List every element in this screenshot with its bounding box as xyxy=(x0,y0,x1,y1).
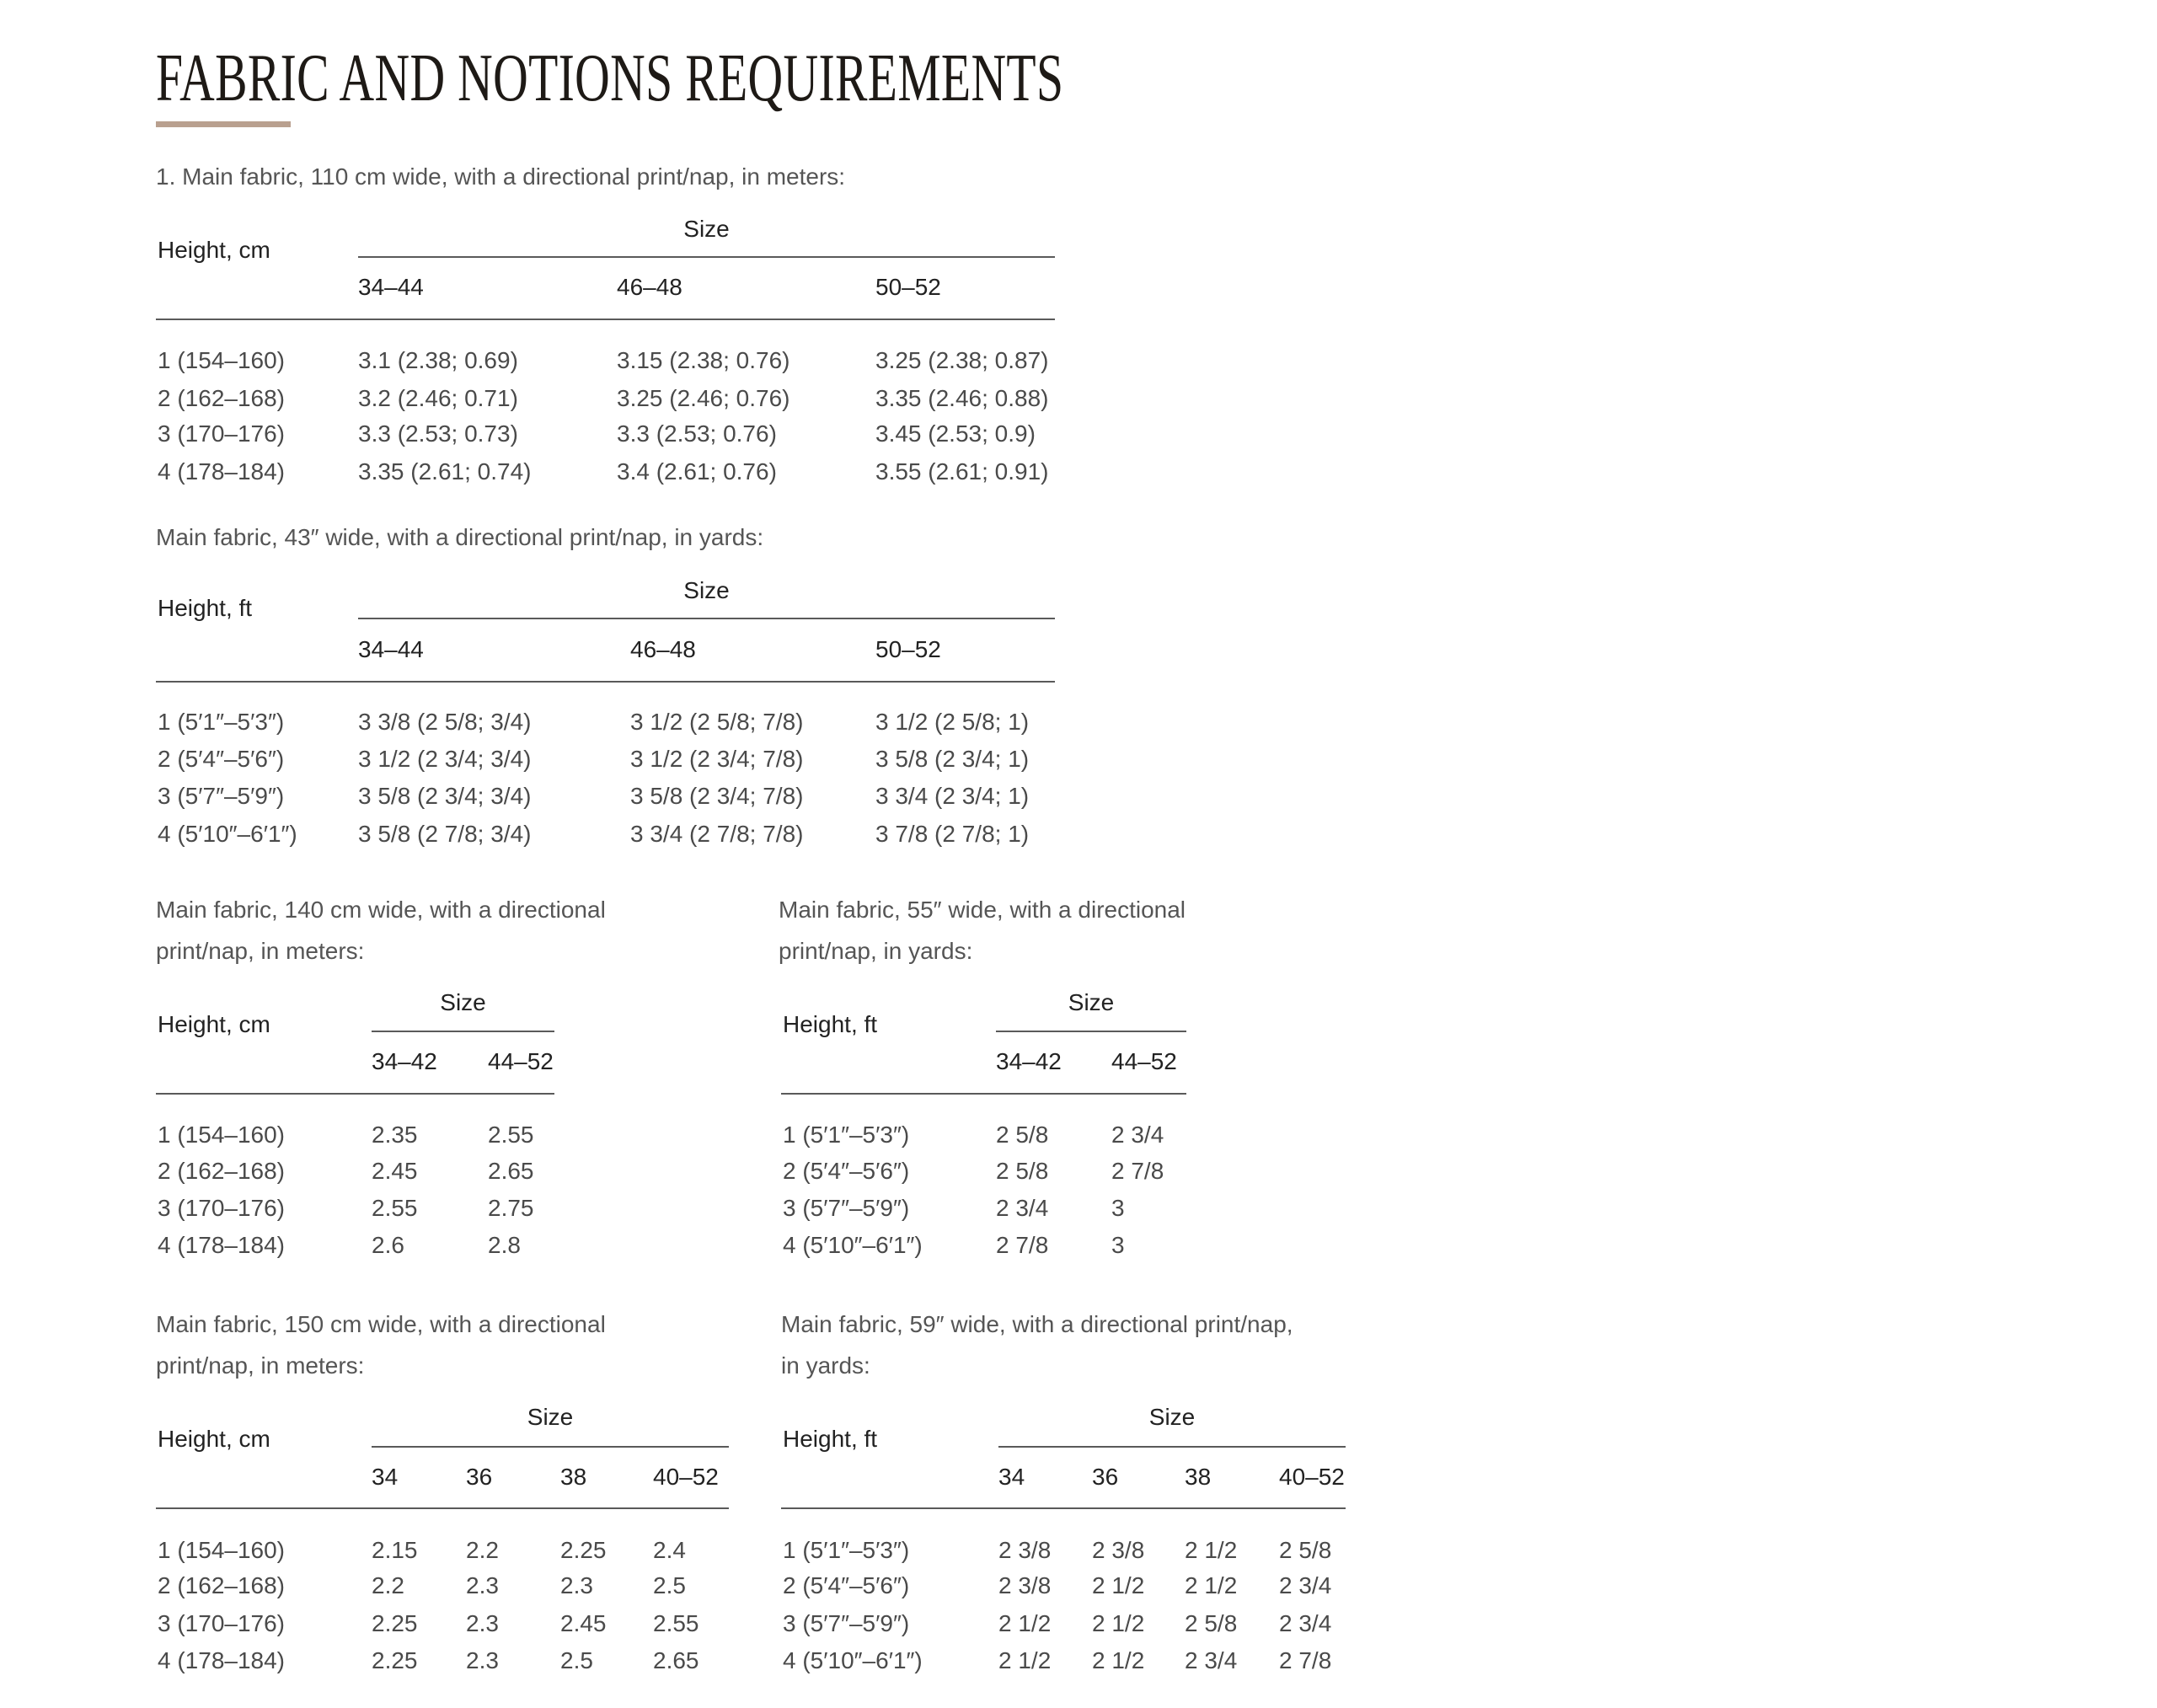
table-cell: 2.3 xyxy=(466,1610,499,1636)
table-cell: 3 3/4 (2 3/4; 1) xyxy=(875,783,1030,809)
row-height-label: 3 (5′7″–5′9″) xyxy=(783,1610,910,1636)
table-cell: 2.25 xyxy=(372,1610,418,1636)
table-cell: 2.2 xyxy=(372,1572,404,1598)
table-cell: 2.8 xyxy=(488,1232,521,1258)
table-cell: 2 7/8 xyxy=(996,1232,1049,1258)
row-header: Height, cm xyxy=(158,237,270,263)
row-height-label: 1 (154–160) xyxy=(158,1537,286,1563)
header-rule xyxy=(156,319,1055,320)
table-cell: 2 5/8 xyxy=(996,1158,1049,1184)
table-cell: 2 7/8 xyxy=(1111,1158,1164,1184)
table-cell: 3 3/4 (2 7/8; 7/8) xyxy=(630,821,804,847)
table-cell: 3.25 (2.38; 0.87) xyxy=(875,347,1049,373)
table-cell: 3 xyxy=(1111,1195,1125,1221)
table-cell: 2.65 xyxy=(488,1158,534,1184)
header-rule xyxy=(156,681,1055,683)
size-rule xyxy=(996,1031,1186,1032)
table-cell: 2.45 xyxy=(560,1610,607,1636)
table-cell: 3 5/8 (2 3/4; 1) xyxy=(875,746,1030,772)
row-height-label: 1 (5′1″–5′3″) xyxy=(158,709,285,735)
table-cell: 2 7/8 xyxy=(1279,1647,1332,1673)
header-rule xyxy=(781,1507,1346,1509)
row-header: Height, ft xyxy=(783,1011,878,1037)
table-cell: 2.3 xyxy=(466,1647,499,1673)
size-group-header: Size xyxy=(1068,989,1115,1015)
size-rule xyxy=(372,1446,729,1448)
table-cell: 2.25 xyxy=(560,1537,607,1563)
page-title: FABRIC AND NOTIONS REQUIREMENTS xyxy=(156,41,1064,115)
table-cell: 3.45 (2.53; 0.9) xyxy=(875,420,1036,447)
table-cell: 3.55 (2.61; 0.91) xyxy=(875,458,1049,485)
table-cell: 2.3 xyxy=(466,1572,499,1598)
row-height-label: 3 (170–176) xyxy=(158,1610,286,1636)
column-header: 44–52 xyxy=(1111,1048,1177,1074)
row-height-label: 3 (170–176) xyxy=(158,1195,286,1221)
size-group-header: Size xyxy=(527,1404,574,1430)
size-rule xyxy=(998,1446,1346,1448)
row-header: Height, cm xyxy=(158,1011,270,1037)
table-cell: 3 5/8 (2 3/4; 7/8) xyxy=(630,783,804,809)
table-cell: 2.5 xyxy=(560,1647,593,1673)
table-cell: 3.35 (2.61; 0.74) xyxy=(358,458,532,485)
table-cell: 2 1/2 xyxy=(998,1610,1052,1636)
table-cell: 3.25 (2.46; 0.76) xyxy=(617,385,790,411)
column-header: 34–44 xyxy=(358,274,424,300)
table-cell: 2 3/4 xyxy=(1279,1610,1332,1636)
table-cell: 2 1/2 xyxy=(1185,1572,1238,1598)
header-rule xyxy=(781,1093,1186,1095)
column-header: 34–42 xyxy=(996,1048,1062,1074)
table-cell: 2.15 xyxy=(372,1537,418,1563)
column-header: 50–52 xyxy=(875,636,941,662)
table-cell: 2 3/4 xyxy=(1279,1572,1332,1598)
table-cell: 2 5/8 xyxy=(1279,1537,1332,1563)
column-header: 44–52 xyxy=(488,1048,554,1074)
table-cell: 3 1/2 (2 3/4; 7/8) xyxy=(630,746,804,772)
table-cell: 2 3/4 xyxy=(996,1195,1049,1221)
row-height-label: 2 (5′4″–5′6″) xyxy=(783,1572,910,1598)
table-cell: 2 3/4 xyxy=(1111,1122,1164,1148)
row-height-label: 2 (162–168) xyxy=(158,1158,286,1184)
column-header: 36 xyxy=(1092,1464,1119,1490)
size-group-header: Size xyxy=(440,989,486,1015)
table-cell: 3.4 (2.61; 0.76) xyxy=(617,458,777,485)
row-height-label: 1 (5′1″–5′3″) xyxy=(783,1537,910,1563)
row-height-label: 4 (178–184) xyxy=(158,1647,286,1673)
table-cell: 2 1/2 xyxy=(1092,1647,1145,1673)
table-cell: 2.65 xyxy=(653,1647,699,1673)
table-cell: 2.45 xyxy=(372,1158,418,1184)
table-cell: 2 1/2 xyxy=(998,1647,1052,1673)
table-intro: 1. Main fabric, 110 cm wide, with a directional print/nap, in meters: xyxy=(156,163,846,190)
row-height-label: 2 (5′4″–5′6″) xyxy=(783,1158,910,1184)
row-height-label: 3 (170–176) xyxy=(158,420,286,447)
column-header: 36 xyxy=(466,1464,493,1490)
column-header: 40–52 xyxy=(653,1464,719,1490)
column-header: 40–52 xyxy=(1279,1464,1345,1490)
table-cell: 2.25 xyxy=(372,1647,418,1673)
table-cell: 2.55 xyxy=(372,1195,418,1221)
size-rule xyxy=(358,256,1055,258)
table-cell: 3 3/8 (2 5/8; 3/4) xyxy=(358,709,532,735)
table-cell: 3 5/8 (2 3/4; 3/4) xyxy=(358,783,532,809)
table-cell: 2 1/2 xyxy=(1185,1537,1238,1563)
table-cell: 2 3/8 xyxy=(998,1537,1052,1563)
size-group-header: Size xyxy=(1148,1404,1196,1430)
row-height-label: 3 (5′7″–5′9″) xyxy=(783,1195,910,1221)
column-header: 50–52 xyxy=(875,274,941,300)
table-intro: in yards: xyxy=(781,1352,870,1379)
table-cell: 3.15 (2.38; 0.76) xyxy=(617,347,790,373)
table-cell: 3.2 (2.46; 0.71) xyxy=(358,385,518,411)
row-header: Height, cm xyxy=(158,1426,270,1452)
row-height-label: 4 (178–184) xyxy=(158,458,286,485)
table-cell: 3 5/8 (2 7/8; 3/4) xyxy=(358,821,532,847)
table-cell: 2.4 xyxy=(653,1537,686,1563)
row-height-label: 1 (154–160) xyxy=(158,1122,286,1148)
table-cell: 2.55 xyxy=(653,1610,699,1636)
header-rule xyxy=(156,1507,729,1509)
table-cell: 3 1/2 (2 5/8; 1) xyxy=(875,709,1030,735)
table-cell: 2.2 xyxy=(466,1537,499,1563)
table-intro: print/nap, in meters: xyxy=(156,1352,365,1379)
row-header: Height, ft xyxy=(158,595,253,621)
table-cell: 2 1/2 xyxy=(1092,1610,1145,1636)
row-height-label: 2 (162–168) xyxy=(158,385,286,411)
table-cell: 2 3/4 xyxy=(1185,1647,1238,1673)
table-cell: 2.35 xyxy=(372,1122,418,1148)
row-height-label: 4 (5′10″–6′1″) xyxy=(158,821,297,847)
table-intro: print/nap, in meters: xyxy=(156,938,365,964)
column-header: 34–42 xyxy=(372,1048,437,1074)
table-intro: Main fabric, 59″ wide, with a directional print/nap, xyxy=(781,1311,1293,1337)
column-header: 34–44 xyxy=(358,636,424,662)
column-header: 38 xyxy=(560,1464,587,1490)
table-cell: 3.35 (2.46; 0.88) xyxy=(875,385,1049,411)
table-cell: 2.3 xyxy=(560,1572,593,1598)
table-cell: 2 3/8 xyxy=(1092,1537,1145,1563)
table-cell: 3 7/8 (2 7/8; 1) xyxy=(875,821,1030,847)
table-cell: 2.6 xyxy=(372,1232,404,1258)
table-cell: 3.1 (2.38; 0.69) xyxy=(358,347,518,373)
table-cell: 2 1/2 xyxy=(1092,1572,1145,1598)
title-accent-bar xyxy=(156,121,291,127)
column-header: 34 xyxy=(372,1464,399,1490)
table-intro: Main fabric, 150 cm wide, with a directional xyxy=(156,1311,606,1337)
table-cell: 3.3 (2.53; 0.73) xyxy=(358,420,518,447)
row-height-label: 2 (162–168) xyxy=(158,1572,286,1598)
table-cell: 3 1/2 (2 3/4; 3/4) xyxy=(358,746,532,772)
column-header: 46–48 xyxy=(630,636,696,662)
table-cell: 2 5/8 xyxy=(996,1122,1049,1148)
table-cell: 3.3 (2.53; 0.76) xyxy=(617,420,777,447)
table-cell: 2.55 xyxy=(488,1122,534,1148)
table-intro: print/nap, in yards: xyxy=(779,938,973,964)
table-intro: Main fabric, 55″ wide, with a directional xyxy=(779,897,1186,923)
size-rule xyxy=(372,1031,554,1032)
row-height-label: 1 (154–160) xyxy=(158,347,286,373)
table-intro: Main fabric, 43″ wide, with a directional print/nap, in yards: xyxy=(156,524,764,550)
size-group-header: Size xyxy=(683,216,730,242)
table-cell: 2 3/8 xyxy=(998,1572,1052,1598)
row-height-label: 2 (5′4″–5′6″) xyxy=(158,746,285,772)
table-cell: 3 xyxy=(1111,1232,1125,1258)
table-cell: 3 1/2 (2 5/8; 7/8) xyxy=(630,709,804,735)
row-height-label: 4 (5′10″–6′1″) xyxy=(783,1232,923,1258)
column-header: 38 xyxy=(1185,1464,1212,1490)
table-cell: 2.5 xyxy=(653,1572,686,1598)
row-height-label: 4 (178–184) xyxy=(158,1232,286,1258)
table-cell: 2 5/8 xyxy=(1185,1610,1238,1636)
column-header: 34 xyxy=(998,1464,1025,1490)
row-header: Height, ft xyxy=(783,1426,878,1452)
size-rule xyxy=(358,618,1055,619)
row-height-label: 4 (5′10″–6′1″) xyxy=(783,1647,923,1673)
table-intro: Main fabric, 140 cm wide, with a directional xyxy=(156,897,606,923)
row-height-label: 1 (5′1″–5′3″) xyxy=(783,1122,910,1148)
header-rule xyxy=(156,1093,554,1095)
column-header: 46–48 xyxy=(617,274,682,300)
size-group-header: Size xyxy=(683,577,730,603)
table-cell: 2.75 xyxy=(488,1195,534,1221)
row-height-label: 3 (5′7″–5′9″) xyxy=(158,783,285,809)
